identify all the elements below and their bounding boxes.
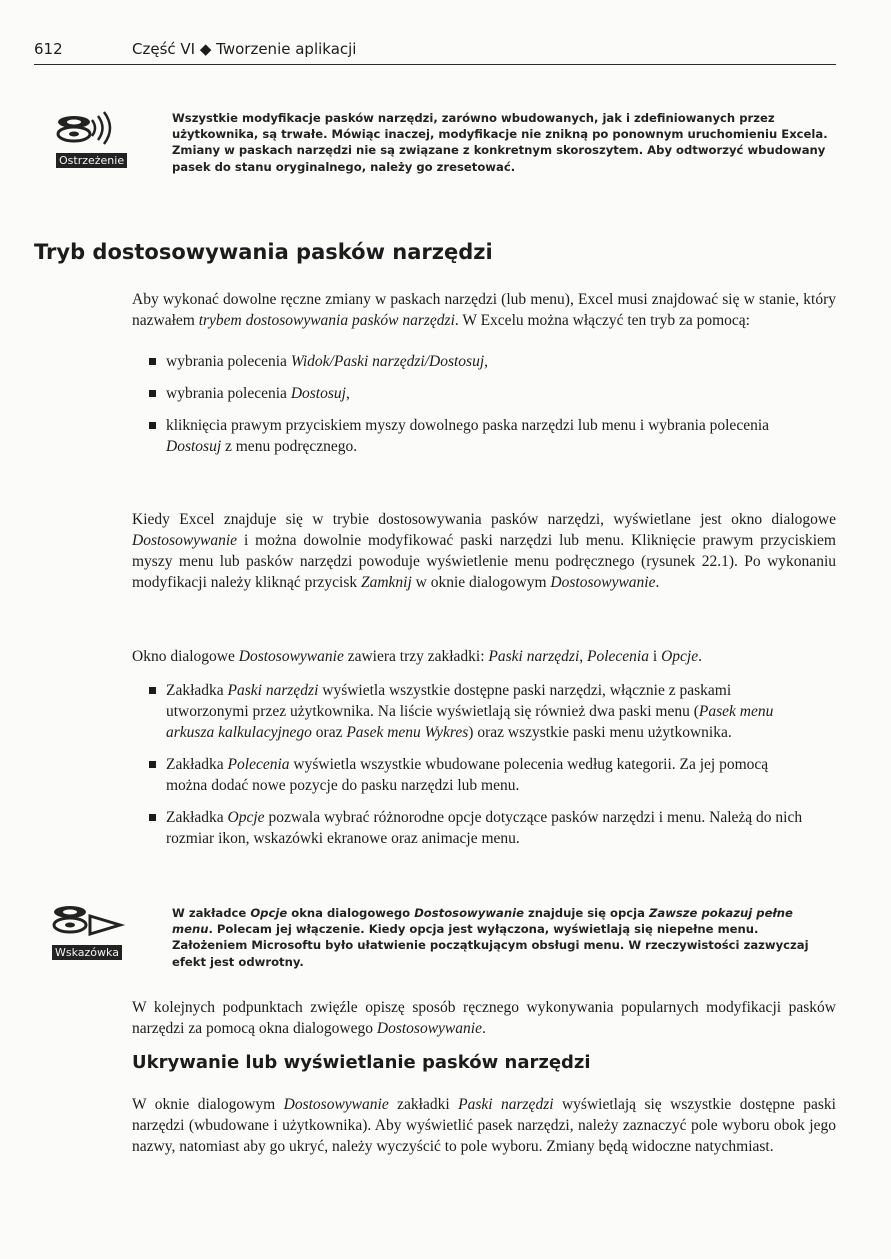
list-item: kliknięcia prawym przyciskiem myszy dowolnego paska narzędzi lub menu i wybrania polecenia Dostosuj z menu podręcznego.: [149, 415, 789, 457]
mode-list: [149, 351, 789, 457]
pointer-disc-icon: [50, 898, 140, 944]
list-item: wybrania polecenia Widok/Paski narzędzi/Dostosuj,: [149, 351, 789, 372]
list-item: wybrania polecenia Dostosuj,: [149, 383, 789, 404]
tip-note-text: W zakładce Opcje okna dialogowego Dostosowywanie znajduje się opcja Zawsze pokazuj pełne menu. Polecam jej włączenie. Kiedy opcja jest wyłączona, wyświetlają się niepełne menu. Założeniem Microsoftu było ułatwienie początkującym obsługi menu. W rzeczywistości zazwyczaj efekt jest odwrotny.: [172, 906, 809, 969]
next-sections-paragraph: W kolejnych podpunktach zwięźle opiszę sposób ręcznego wykonywania popularnych modyfikacji pasków narzędzi za pomocą okna dialogowego Dostosowywanie.: [132, 999, 836, 1037]
intro-paragraph: Aby wykonać dowolne ręczne zmiany w paskach narzędzi (lub menu), Excel musi znajdować się w stanie, który nazwałem trybem dostosowywania pasków narzędzi. W Excelu można włączyć ten tryb za pomocą:: [132, 291, 836, 329]
tabs-intro-paragraph: Okno dialogowe Dostosowywanie zawiera trzy zakładki: Paski narzędzi, Polecenia i Opcje.: [132, 648, 702, 665]
list-item: Zakładka Opcje pozwala wybrać różnorodne opcje dotyczące pasków narzędzi i menu. Należą do nich rozmiar ikon, wskazówki ekranowe oraz animacje menu.: [149, 807, 809, 849]
tip-note-icon: [50, 898, 140, 960]
tabs-list: [149, 680, 809, 849]
page-number: 612: [34, 40, 63, 58]
part-title: Część VI ◆ Tworzenie aplikacji: [132, 40, 357, 58]
show-hide-paragraph: W oknie dialogowym Dostosowywanie zakładki Paski narzędzi wyświetlają się wszystkie dostępne paski narzędzi (wbudowane i użytkownika). Aby wyświetlić pasek narzędzi, należy zaznaczyć pole wyboru obok jego nazwy, natomiast aby go ukryć, należy wyczyścić to pole wyboru. Zmiany będą widoczne natychmiast.: [132, 1096, 836, 1155]
section-title: Tryb dostosowywania pasków narzędzi: [34, 240, 493, 264]
tip-icon-label: Wskazówka: [52, 945, 122, 960]
speaker-disc-icon: [54, 106, 144, 152]
page-header: [34, 40, 836, 65]
warning-note-icon: [54, 106, 144, 168]
subsection-title: Ukrywanie lub wyświetlanie pasków narzędzi: [132, 1052, 591, 1073]
warning-note-text: Wszystkie modyfikacje pasków narzędzi, zarówno wbudowanych, jak i zdefiniowanych przez użytkownika, są trwałe. Mówiąc inaczej, modyfikacje nie znikną po ponownym uruchomieniu Excela. Zmiany w paskach narzędzi nie są związane z konkretnym skoroszytem. Aby odtworzyć wbudowany pasek do stanu oryginalnego, należy go zresetować.: [172, 111, 828, 174]
customize-paragraph: Kiedy Excel znajduje się w trybie dostosowywania pasków narzędzi, wyświetlane jest okno dialogowe Dostosowywanie i można dowolnie modyfikować paski narzędzi lub menu. Kliknięcie prawym przyciskiem myszy menu lub pasków narzędzi powoduje wyświetlenie menu podręcznego (rysunek 22.1). Po wykonaniu modyfikacji należy kliknąć przycisk Zamknij w oknie dialogowym Dostosowywanie.: [132, 511, 836, 591]
list-item: Zakładka Polecenia wyświetla wszystkie wbudowane polecenia według kategorii. Za jej pomocą można dodać nowe pozycje do pasku narzędzi lub menu.: [149, 754, 809, 796]
warning-icon-label: Ostrzeżenie: [56, 153, 127, 168]
list-item: Zakładka Paski narzędzi wyświetla wszystkie dostępne paski narzędzi, włącznie z paskami utworzonymi przez użytkownika. Na liście wyświetlają się również dwa paski menu (Pasek menu arkusza kalkulacyjnego oraz Pasek menu Wykres) oraz wszystkie paski menu użytkownika.: [149, 680, 809, 743]
